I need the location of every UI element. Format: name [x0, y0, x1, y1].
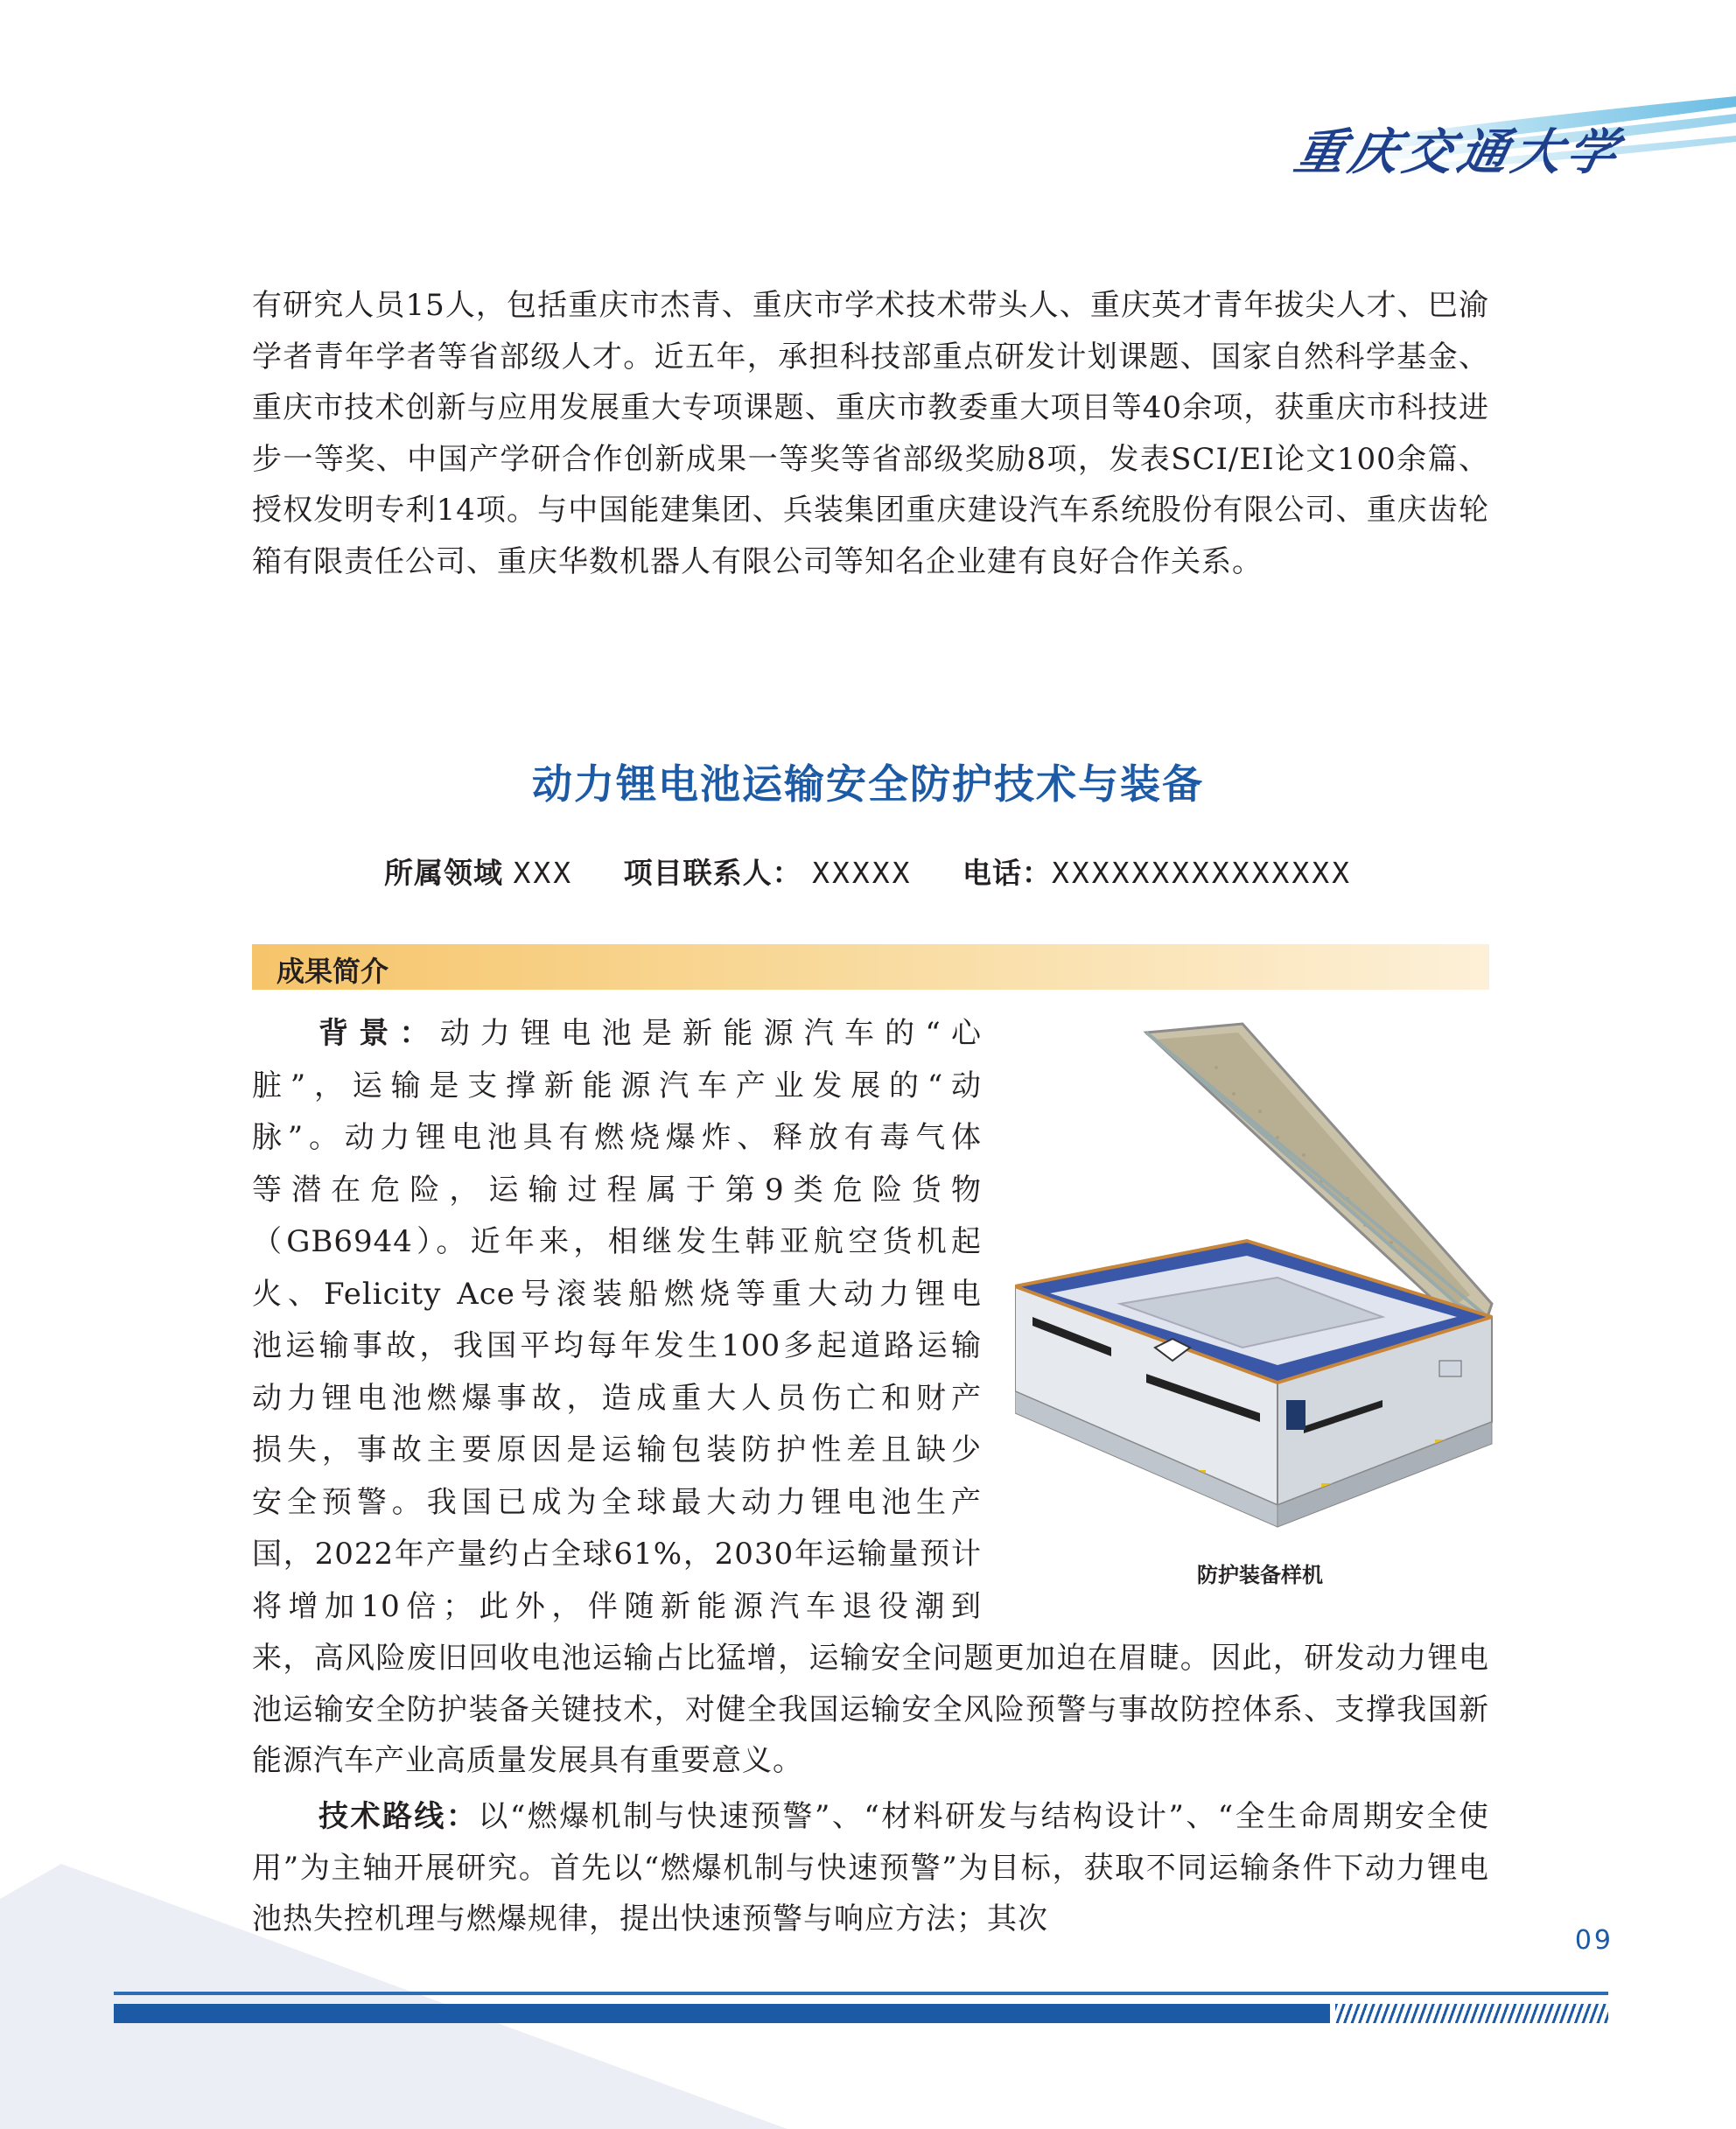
background-label: 背景：	[318, 1016, 440, 1051]
background-text-column	[252, 1008, 982, 1633]
background-line: 脏”，运输是支撑新能源汽车产业发展的“动	[252, 1068, 982, 1103]
figure-caption: 防护装备样机	[1197, 1563, 1323, 1587]
technical-route-label: 技术路线：	[318, 1799, 479, 1834]
background-line: 脉”。动力锂电池具有燃烧爆炸、释放有毒气体	[252, 1120, 982, 1155]
phone-label: 电话：	[962, 856, 1052, 890]
project-title: 动力锂电池运输安全防护技术与装备	[532, 760, 1204, 808]
section-header-bar	[252, 944, 1489, 990]
university-logo: 重庆交通大学	[1290, 123, 1628, 181]
background-line: 火、Felicity Ace号滚装船燃烧等重大动力锂电	[252, 1276, 982, 1312]
phone-value: XXXXXXXXXXXXXXX	[1051, 856, 1352, 890]
background-continued: 来，高风险废旧回收电池运输占比猛增，运输安全问题更加迫在眉睫。因此，研发动力锂电池运输安全防护装备关键技术，对健全我国运输安全风险预警与事故防控体系、支撑我国新能源汽车产业高质量发展具有重要意义。	[252, 1641, 1489, 1778]
background-line: 等潜在危险，运输过程属于第9类危险货物	[252, 1172, 982, 1208]
project-meta	[0, 851, 1736, 892]
intro-paragraph: 有研究人员15人，包括重庆市杰青、重庆市学术技术带头人、重庆英才青年拔尖人才、巴渝学者青年学者等省部级人才。近五年，承担科技部重点研发计划课题、国家自然科学基金、重庆市技术创新与应用发展重大专项课题、重庆市教委重大项目等40余项，获重庆市科技进步一等奖、中国产学研合作创新成果一等奖等省部级奖励8项，发表SCI/EI论文100余篇、授权发明专利14项。与中国能建集团、兵装集团重庆建设汽车系统股份有限公司、重庆齿轮箱有限责任公司、重庆华数机器人有限公司等知名企业建有良好合作关系。	[252, 288, 1489, 579]
footer-rule-thin	[114, 1992, 1608, 1995]
footer-hatch-decoration	[1335, 2004, 1608, 2023]
field-label: 所属领域	[384, 856, 504, 890]
background-line: 动力锂电池燃爆事故，造成重大人员伤亡和财产	[252, 1380, 982, 1416]
background-line: 将增加10倍；此外，伴随新能源汽车退役潮到	[252, 1588, 982, 1624]
contact-label: 项目联系人：	[623, 856, 802, 890]
background-line: 池运输事故，我国平均每年发生100多起道路运输	[252, 1328, 982, 1363]
background-line: 损失，事故主要原因是运输包装防护性差且缺少	[252, 1432, 982, 1467]
field-value: XXX	[513, 856, 574, 890]
background-line: 安全预警。我国已成为全球最大动力锂电池生产	[252, 1484, 982, 1520]
background-line: （GB6944）。近年来，相继发生韩亚航空货机起	[252, 1224, 982, 1259]
page-number: 09	[1574, 1925, 1614, 1956]
footer-rule-thick	[114, 2004, 1330, 2023]
bottom-triangle-decoration	[0, 1864, 788, 2129]
battery-transport-box-image	[1015, 1015, 1505, 1540]
background-line: 背景：动力锂电池是新能源汽车的“心	[318, 1016, 983, 1051]
section-title: 成果简介	[276, 955, 389, 988]
technical-route-text: 以“燃爆机制与快速预警”、“材料研发与结构设计”、“全生命周期安全使用”为主轴开展研究。首先以“燃爆机制与快速预警”为目标，获取不同运输条件下动力锂电池热失控机理与燃爆规律，提出快速预警与响应方法；其次	[252, 1799, 1489, 1936]
contact-value: XXXXX	[812, 856, 913, 890]
background-line: 国，2022年产量约占全球61%，2030年运输量预计	[252, 1537, 982, 1572]
